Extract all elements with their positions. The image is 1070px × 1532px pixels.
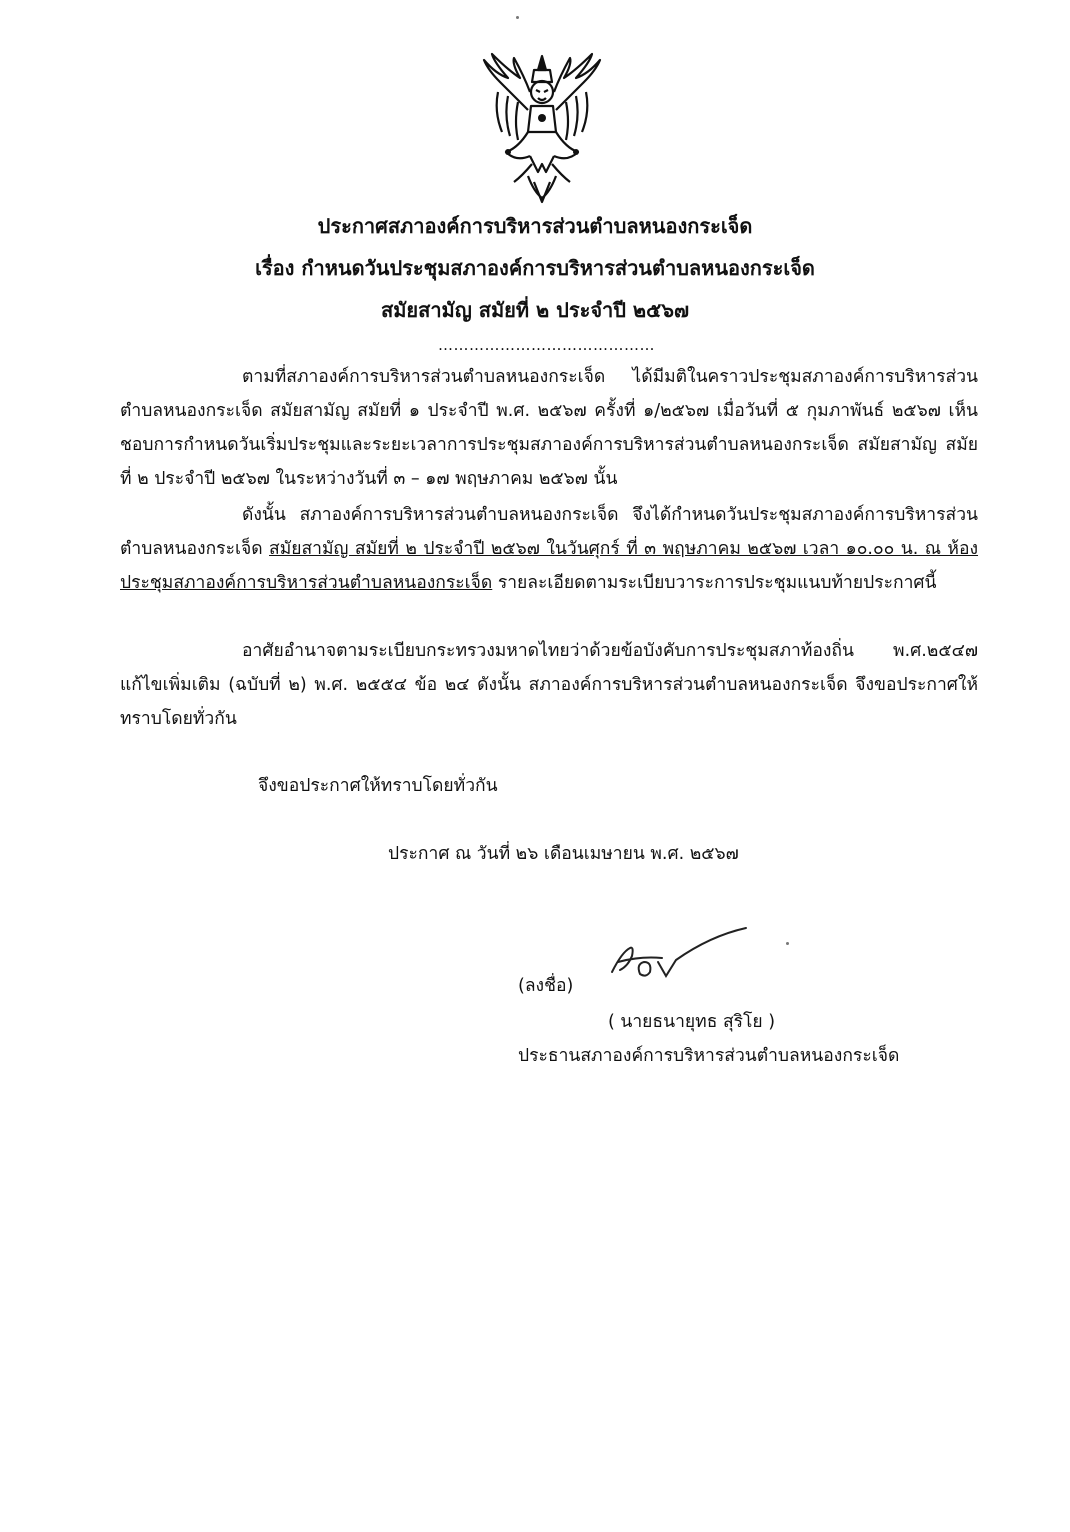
paragraph-decision-lead: ดังนั้น สภาองค์การบริหารส่วนตำบลหนองกระเจ็ด จึงได้กำหนดวันประชุมสภาองค์การบริหารส่วนตำบลหนองกระเจ็ด xyxy=(120,505,978,559)
announcement-title: ประกาศสภาองค์การบริหารส่วนตำบลหนองกระเจ็ด xyxy=(317,214,753,238)
announcement-date: ประกาศ ณ วันที่ ๒๖ เดือนเมษายน พ.ศ. ๒๕๖๗ xyxy=(388,844,739,864)
announcement-subject: เรื่อง กำหนดวันประชุมสภาองค์การบริหารส่วนตำบลหนองกระเจ็ด xyxy=(255,256,815,280)
signature-label: (ลงชื่อ) xyxy=(518,976,574,996)
paragraph-authority xyxy=(120,634,978,736)
paragraph-background-text: ตามที่สภาองค์การบริหารส่วนตำบลหนองกระเจ็ด ได้มีมติในคราวประชุมสภาองค์การบริหารส่วนตำบลหนองกระเจ็ด สมัยสามัญ สมัยที่ ๑ ประจำปี พ.ศ. ๒๕๖๗ ครั้งที่ ๑/๒๕๖๗ เมื่อวันที่ ๕ กุมภาพันธ์ ๒๕๖๗ เห็นชอบการกำหนดวันเริ่มประชุมและระยะเวลาการประชุมสภาองค์การบริหารส่วนตำบลหนองกระเจ็ด สมัยสามัญ สมัยที่ ๒ ประจำปี ๒๕๖๗ ในระหว่างวันที่ ๓ – ๑๗ พฤษภาคม ๒๕๖๗ นั้น xyxy=(120,367,978,489)
paragraph-background xyxy=(120,360,978,496)
paragraph-authority-text: อาศัยอำนาจตามระเบียบกระทรวงมหาดไทยว่าด้วยข้อบังคับการประชุมสภาท้องถิ่น พ.ศ.๒๕๔๗ แก้ไขเพิ่มเติม (ฉบับที่ ๒) พ.ศ. ๒๕๕๔ ข้อ ๒๔ ดังนั้น สภาองค์การบริหารส่วนตำบลหนองกระเจ็ด จึงขอประกาศให้ทราบโดยทั่วกัน xyxy=(120,641,978,729)
meeting-date-underlined: สมัยสามัญ สมัยที่ ๒ ประจำปี ๒๕๖๗ ในวันศุกร์ ที่ ๓ พฤษภาคม ๒๕๖๗ เวลา ๑๐.๐๐ น. ณ ห้องประชุมสภาองค์การบริหารส่วนตำบลหนองกระเจ็ด xyxy=(120,539,979,593)
title-separator: …………………………………… xyxy=(438,336,655,354)
garuda-emblem-icon xyxy=(478,52,606,204)
signatory-name: ( นายธนายุทธ สุริโย ) xyxy=(608,1012,776,1032)
handwritten-signature xyxy=(600,922,800,992)
announcement-session: สมัยสามัญ สมัยที่ ๒ ประจำปี ๒๕๖๗ xyxy=(381,298,689,322)
paragraph-decision-tail: รายละเอียดตามระเบียบวาระการประชุมแนบท้ายประกาศนี้ xyxy=(492,573,937,593)
signatory-position: ประธานสภาองค์การบริหารส่วนตำบลหนองกระเจ็ด xyxy=(518,1046,900,1066)
paragraph-decision xyxy=(120,498,978,600)
closing-statement: จึงขอประกาศให้ทราบโดยทั่วกัน xyxy=(258,776,498,796)
